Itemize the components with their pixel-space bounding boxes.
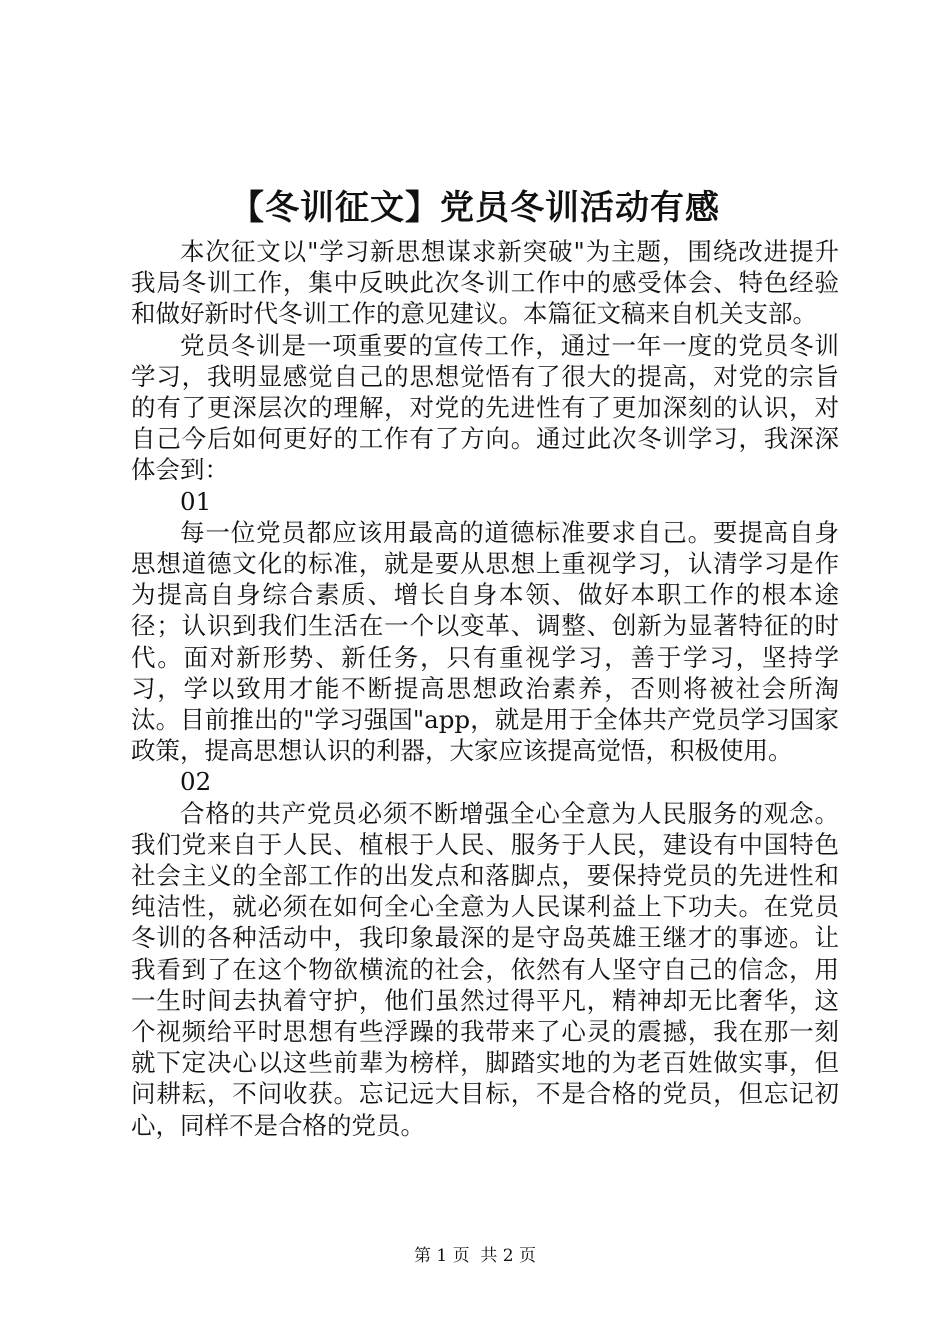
body-paragraph: 党员冬训是一项重要的宣传工作，通过一年一度的党员冬训学习，我明显感觉自己的思想觉悟有了很大的提高，对党的宗旨的有了更深层次的理解，对党的先进性有了更加深刻的认识，对自己今后如何更好的工作有了方向。通过此次冬训学习，我深深体会到： — [131, 330, 839, 485]
page-number: 第 1 页 共 2 页 — [413, 1246, 537, 1266]
section-number: 02 — [180, 767, 212, 797]
intro-paragraph: 本次征文以"学习新思想谋求新突破"为主题，围绕改进提升我局冬训工作，集中反映此次冬训工作中的感受体会、特色经验和做好新时代冬训工作的意见建议。本篇征文稿来自机关支部。 — [131, 237, 839, 329]
page-footer — [0, 1244, 950, 1268]
document-title: 【冬训征文】党员冬训活动有感 — [230, 188, 720, 228]
body-paragraph: 合格的共产党员必须不断增强全心全意为人民服务的观念。我们党来自于人民、植根于人民、服务于人民，建设有中国特色社会主义的全部工作的出发点和落脚点，要保持党员的先进性和纯洁性，就必须在如何全心全意为人民谋利益上下功夫。在党员冬训的各种活动中，我印象最深的是守岛英雄王继才的事迹。让我看到了在这个物欲横流的社会，依然有人坚守自己的信念，用一生时间去执着守护，他们虽然过得平凡，精神却无比奢华，这个视频给平时思想有些浮躁的我带来了心灵的震撼，我在那一刻就下定决心以这些前辈为榜样，脚踏实地的为老百姓做实事，但问耕耘，不问收获。忘记远大目标，不是合格的党员，但忘记初心，同样不是合格的党员。 — [131, 798, 839, 1140]
document-body — [131, 236, 839, 1141]
body-paragraph: 每一位党员都应该用最高的道德标准要求自己。要提高自身思想道德文化的标准，就是要从思想上重视学习，认清学习是作为提高自身综合素质、增长自身本领、做好本职工作的根本途径；认识到我们生活在一个以变革、调整、创新为显著特征的时代。面对新形势、新任务，只有重视学习，善于学习，坚持学习，学以致用才能不断提高思想政治素养，否则将被社会所淘汰。目前推出的"学习强国"app，就是用于全体共产党员学习国家政策，提高思想认识的利器，大家应该提高觉悟，积极使用。 — [131, 517, 839, 766]
section-number: 01 — [180, 486, 212, 516]
